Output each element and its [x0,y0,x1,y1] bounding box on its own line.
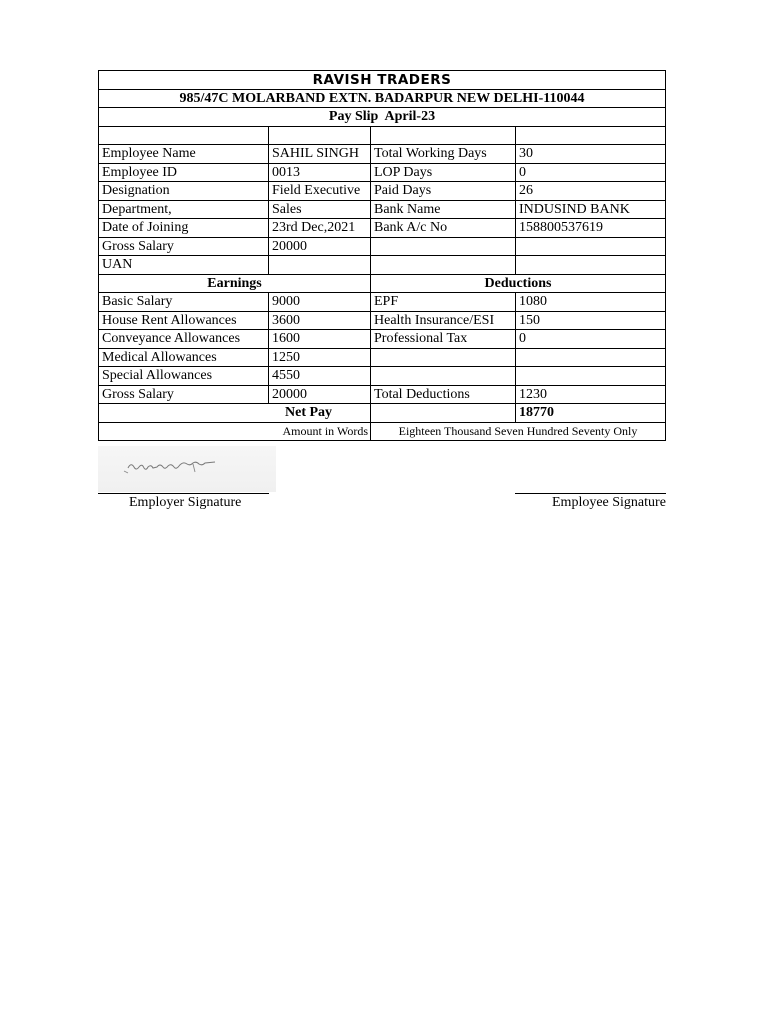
earning-label: Basic Salary [99,293,269,311]
gross-salary-label: Gross Salary [99,386,269,404]
empty-cell [99,404,269,422]
bank-field-value: INDUSIND BANK [519,201,630,217]
employee-row [98,164,666,183]
earning-label: Conveyance Allowances [99,330,269,348]
empty-cell [99,423,269,441]
company-name: RAVISH TRADERS [312,72,452,88]
net-pay-row [98,404,666,423]
earning-amount: 1600 [269,330,371,348]
line-item-row [98,293,666,312]
deduction-amount: 0 [519,331,526,346]
bank-field-label: Bank A/c No [371,219,516,237]
title-row [98,108,666,127]
employee-field-label: Employee ID [99,164,269,182]
attendance-field-label: Total Working Days [371,145,516,163]
net-pay-amount: 18770 [519,405,554,420]
employee-row [98,219,666,238]
handwritten-signature-icon [98,446,276,492]
attendance-field-value: 30 [519,146,533,161]
employee-field-label: Employee Name [99,145,269,163]
deductions-heading: Deductions [484,275,552,291]
employee-field-value: Sales [269,201,371,219]
employee-row [98,256,666,275]
attendance-field-label: Paid Days [371,182,516,200]
spacer-row [98,127,666,146]
employee-field-value: 23rd Dec,2021 [269,219,371,237]
deduction-amount [516,349,665,367]
deduction-label [371,349,516,367]
empty-cell [516,256,665,274]
line-item-row [98,330,666,349]
totals-row [98,386,666,405]
section-header-row [98,275,666,294]
empty-cell [516,127,665,145]
deduction-amount [516,367,665,385]
earning-amount: 3600 [269,312,371,330]
employee-row [98,182,666,201]
amount-in-words-value: Eighteen Thousand Seven Hundred Seventy Only [398,423,638,438]
amount-in-words-row [98,423,666,442]
bank-field-label: Bank Name [371,201,516,219]
employee-field-label: Designation [99,182,269,200]
earning-amount: 4550 [269,367,371,385]
employee-field-value: 0013 [269,164,371,182]
earnings-heading: Earnings [99,275,371,293]
bank-field-value: 158800537619 [519,220,603,235]
employee-field-label: UAN [99,256,269,274]
earning-label: House Rent Allowances [99,312,269,330]
line-item-row [98,367,666,386]
employee-row [98,238,666,257]
company-row [98,70,666,90]
deduction-label: Professional Tax [371,330,516,348]
employee-field-value [269,256,371,274]
employee-field-value: Field Executive [269,182,371,200]
employee-field-label: Department, [99,201,269,219]
empty-cell [371,127,516,145]
earning-label: Special Allowances [99,367,269,385]
employee-row [98,145,666,164]
empty-cell [99,127,269,145]
attendance-field-value: 0 [519,164,526,180]
deduction-amount: 1080 [519,294,547,309]
address-row [98,90,666,109]
deduction-label: Health Insurance/ESI [371,312,516,330]
employee-field-label: Date of Joining [99,219,269,237]
payslip-title: Pay Slip April-23 [328,109,436,124]
deduction-amount: 150 [519,312,540,328]
total-deductions-label: Total Deductions [371,386,516,404]
attendance-field-label: LOP Days [371,164,516,182]
payslip-table [98,70,666,441]
amount-in-words-label: Amount in Words [269,423,371,441]
employer-signature-label: Employer Signature [129,495,242,510]
deduction-label: EPF [371,293,516,311]
gross-salary-amount: 20000 [269,386,371,404]
line-item-row [98,312,666,331]
line-item-row [98,349,666,368]
deduction-label [371,367,516,385]
employee-field-value: SAHIL SINGH [269,145,371,163]
empty-cell [516,238,665,256]
company-address: 985/47C MOLARBAND EXTN. BADARPUR NEW DELHI-110044 [179,90,585,106]
empty-cell [371,256,516,274]
empty-cell [371,404,516,422]
attendance-field-value: 26 [519,183,533,198]
total-deductions-amount: 1230 [519,386,547,402]
empty-cell [371,238,516,256]
signature-area [98,446,666,516]
employee-field-label: Gross Salary [99,238,269,256]
employee-field-value: 20000 [269,238,371,256]
employee-row [98,201,666,220]
net-pay-label: Net Pay [269,404,371,422]
employer-signature-image [98,446,276,492]
earning-label: Medical Allowances [99,349,269,367]
employee-signature-label: Employee Signature [552,495,666,510]
earning-amount: 9000 [269,293,371,311]
empty-cell [269,127,371,145]
earning-amount: 1250 [269,349,371,367]
